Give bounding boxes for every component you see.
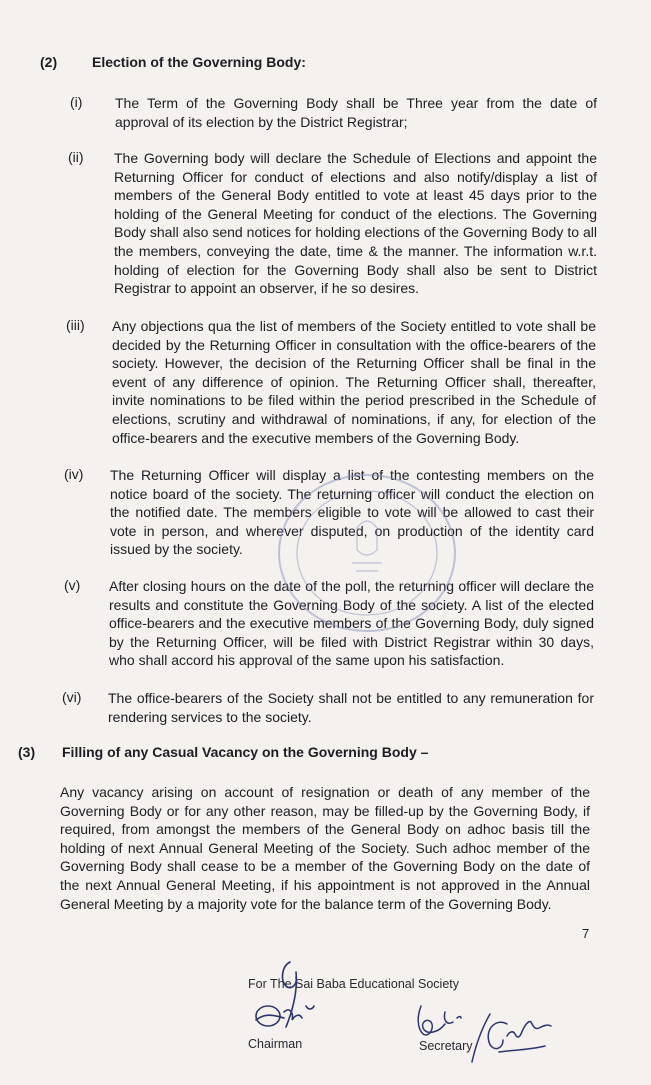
item-i-number: (i) xyxy=(70,94,83,110)
section-2-heading: Election of the Governing Body: xyxy=(92,54,306,70)
secretary-signature-icon xyxy=(395,998,565,1068)
item-v-number: (v) xyxy=(64,577,81,593)
item-iii-text: Any objections qua the list of members of the Society entitled to vote shall be decided by the Returning Officer in consultation with the office-bearers of the society. However, the decision of the Returning Officer shall be final in the event of any difference of opinion. The Returning Officer shall, thereafter, invite nominations to be filed within the period prescribed in the Schedule of elections, scrutiny and withdrawal of nominations, if any, for election of the office-bearers and the executive members of the Governing Body. xyxy=(112,318,596,446)
signature-org-line: For The Sai Baba Educational Society xyxy=(248,977,460,991)
section-3-body: Any vacancy arising on account of resignation or death of any member of the Governing Body or for any other reason, may be filled-up by the Governing Body, if required, from amongst the members of the General Body on adhoc basis till the holding of next Annual General Meeting of the Society. Such adhoc member of the Governing Body shall cease to be a member of the Governing Body on the date of the next Annual General Meeting, if his appointment is not approved in the Annual General Meeting by a majority vote for the balance term of the Governing Body. xyxy=(60,784,590,912)
item-ii-text: The Governing body will declare the Schedule of Elections and appoint the Returning Officer for conduct of elections and also notify/display a list of members of the General Body entitled to vote at least 45 days prior to the holding of the General Meeting for conduct of the elections. The Governing Body shall also send notices for holding elections of the Governing Body to all the members, conveying the date, time & the manner. The information w.r.t. holding of election for the Governing Body shall also be sent to District Registrar to appoint an observer, if he so desires. xyxy=(114,150,597,297)
secretary-label: Secretary xyxy=(419,1039,473,1053)
item-ii-number: (ii) xyxy=(68,149,84,165)
item-iv-text: The Returning Officer will display a list of the contesting members on the notice board of the society. The returning officer will conduct the election on the notified date. The members eligible to vote will be allowed to cast their vote in person, and wherever disputed, on production of the identity card issued by the society. xyxy=(110,467,594,558)
section-3-number: (3) xyxy=(18,744,36,760)
chairman-label: Chairman xyxy=(248,1037,303,1051)
round-seal-stamp-icon xyxy=(272,468,462,638)
item-v-text: After closing hours on the date of the poll, the returning officer will declare the results and constitute the Governing Body of the society. A list of the elected office-bearers and the executive members of the Governing Body, duly signed by the Returning Officer, will be filed with District Registrar within 30 days, who shall accord his approval of the same upon his satisfaction. xyxy=(109,578,594,669)
section-3-heading: Filling of any Casual Vacancy on the Governing Body – xyxy=(62,744,429,760)
section-2-number: (2) xyxy=(40,54,58,70)
item-iii-number: (iii) xyxy=(66,317,85,333)
chairman-signature-icon xyxy=(250,950,340,1040)
item-iv-number: (iv) xyxy=(64,466,84,482)
item-i-text: The Term of the Governing Body shall be Three year from the date of approval of its election by the District Registrar; xyxy=(115,95,597,130)
item-vi-number: (vi) xyxy=(62,689,82,705)
page-number: 7 xyxy=(582,926,590,941)
item-vi-text: The office-bearers of the Society shall not be entitled to any remuneration for rendering services to the society. xyxy=(108,690,594,725)
